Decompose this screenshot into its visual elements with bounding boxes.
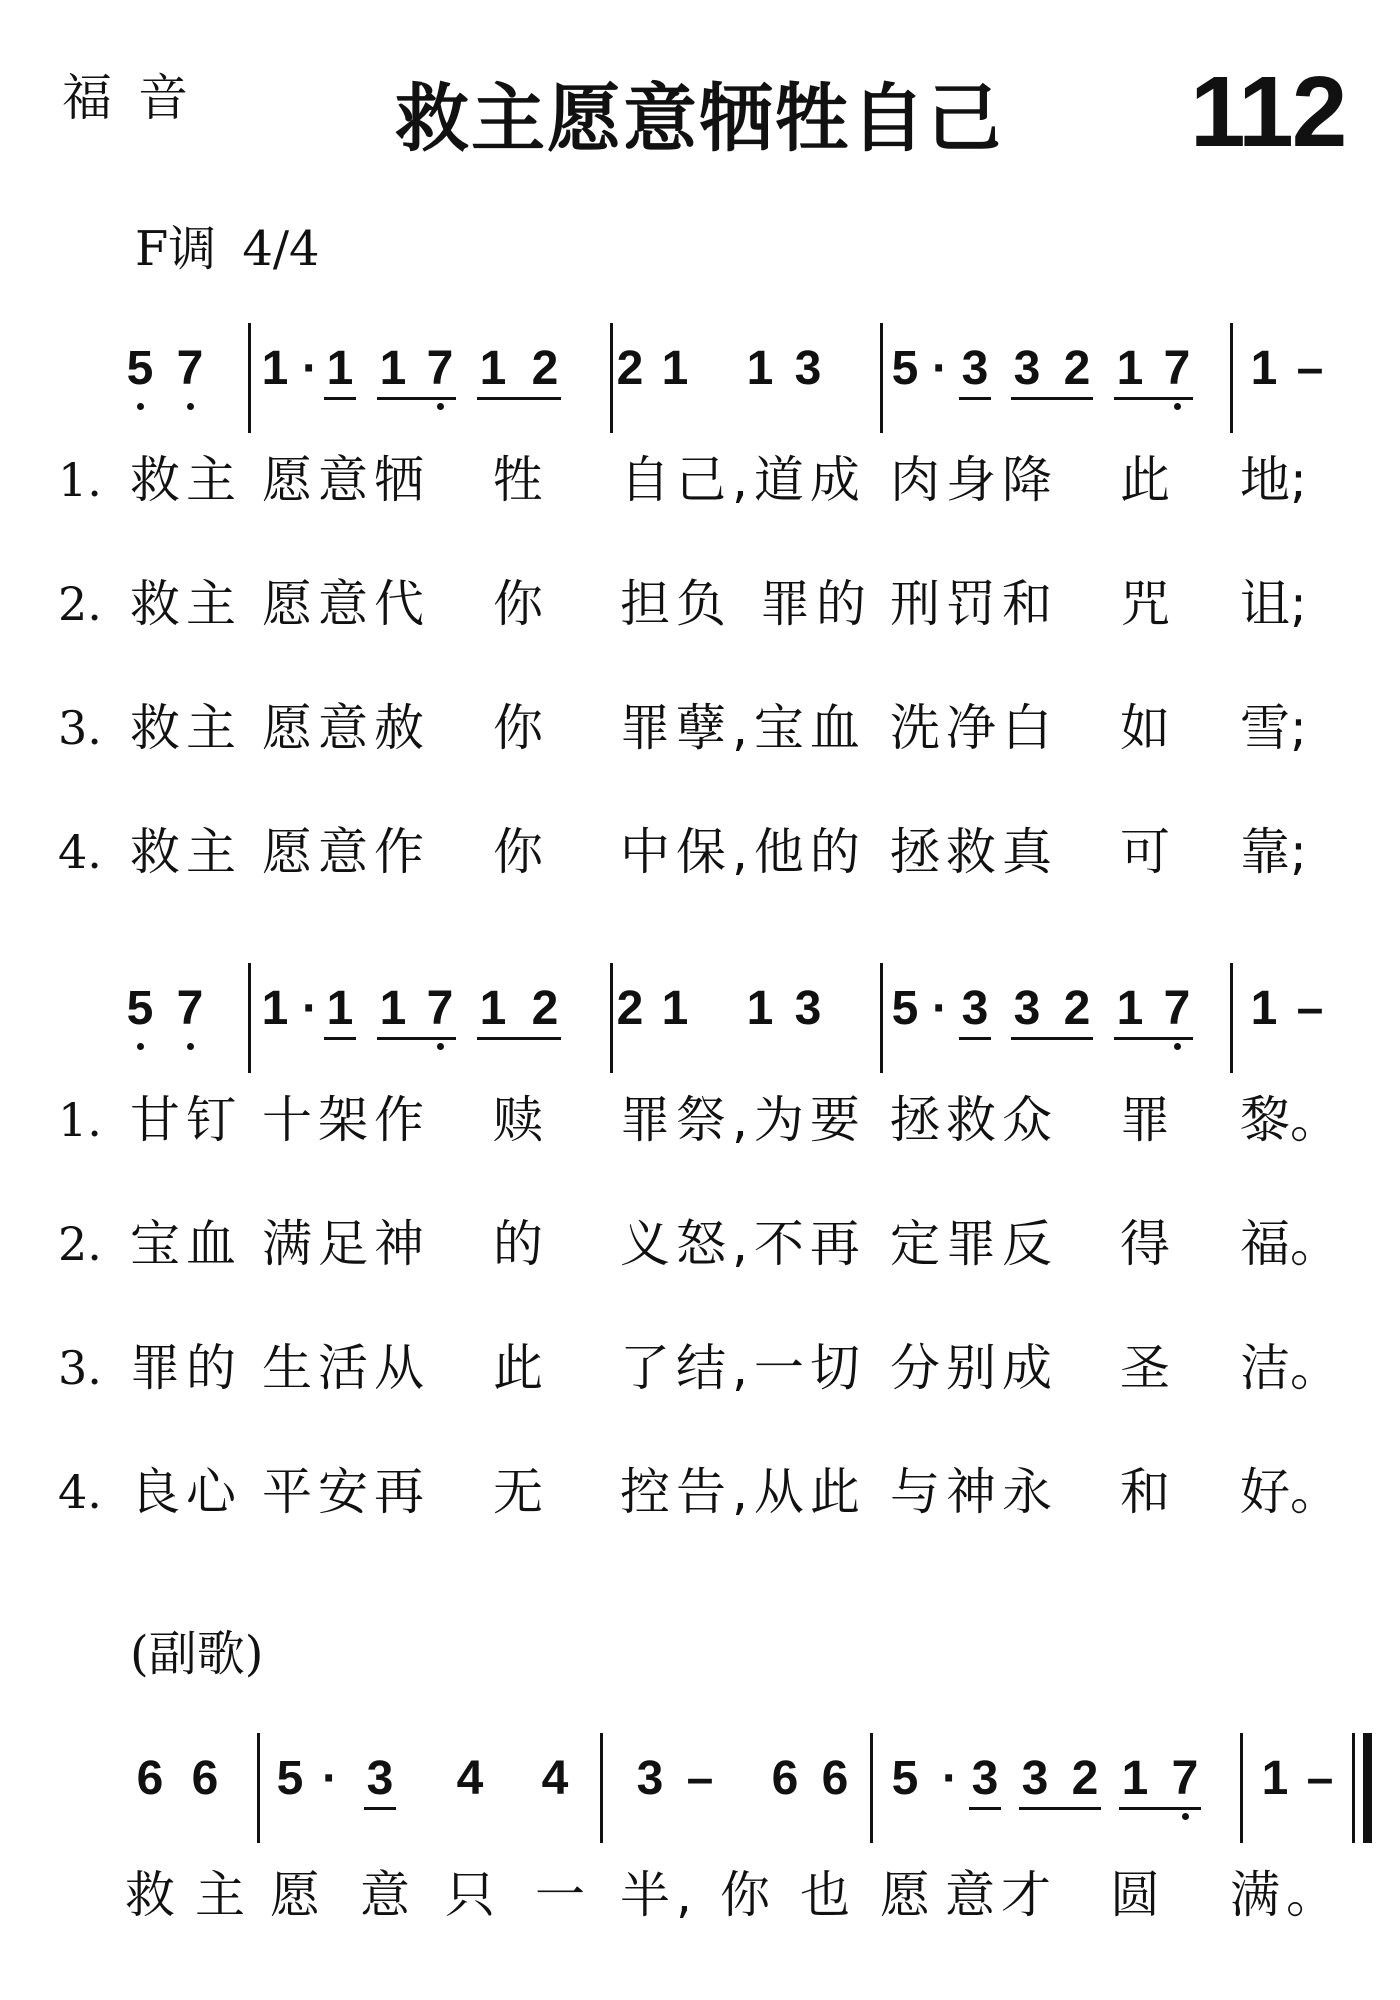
verse-line	[0, 1214, 1400, 1274]
lyric-segment: 一	[535, 1866, 591, 1924]
note: 2	[616, 342, 644, 395]
note: 5	[891, 982, 919, 1035]
lyric-segment: 满。	[1230, 1866, 1342, 1924]
octave-dot-below	[187, 1043, 194, 1050]
note: 3	[961, 342, 989, 395]
score-line-2	[0, 982, 1400, 1095]
bar-line	[248, 963, 251, 1073]
note: 7	[1163, 342, 1191, 395]
lyric-segment: 地;	[1240, 451, 1307, 509]
note: ·	[302, 342, 318, 395]
verse-line	[0, 1338, 1400, 1398]
hymnal-category: 福音	[62, 69, 214, 127]
octave-dot-below	[187, 403, 194, 410]
eighth-underline	[477, 1037, 561, 1040]
lyric-segment: 救主	[130, 699, 242, 757]
note: 6	[821, 1752, 849, 1805]
lyric-segment: 罪	[1120, 1091, 1170, 1149]
verse-number: 1.	[58, 1093, 102, 1147]
lyric-segment: 愿意赦	[262, 699, 430, 757]
lyric-segment: 义怒,不再	[620, 1215, 866, 1273]
note: 1	[1121, 1752, 1149, 1805]
bar-line	[880, 323, 883, 433]
lyric-segment: 刑罚和	[890, 575, 1058, 633]
eighth-underline	[1019, 1807, 1101, 1810]
octave-dot-below	[437, 403, 444, 410]
note: 2	[1063, 982, 1091, 1035]
lyric-segment: 可	[1120, 823, 1170, 881]
lyric-segment: 满足神	[262, 1215, 430, 1273]
lyric-segment: 愿意作	[262, 823, 430, 881]
bar-line	[1230, 323, 1233, 433]
lyric-segment: 良心	[130, 1463, 242, 1521]
note: 2	[531, 982, 559, 1035]
bar-line	[600, 1733, 603, 1843]
lyric-segment: 罪孽,宝血	[620, 699, 866, 757]
eighth-underline	[364, 1807, 396, 1810]
verse-number: 3.	[58, 1341, 102, 1395]
verse-line	[0, 822, 1400, 882]
note: 1	[261, 982, 289, 1035]
verse-number: 1.	[58, 453, 102, 507]
note: ·	[302, 982, 318, 1035]
octave-dot-below	[137, 403, 144, 410]
note: ·	[942, 1752, 958, 1805]
bar-line	[1230, 963, 1233, 1073]
note: 1	[1116, 342, 1144, 395]
note: 3	[366, 1752, 394, 1805]
note: 5	[276, 1752, 304, 1805]
chorus-lyrics	[0, 1865, 1400, 1925]
note: 5	[891, 342, 919, 395]
bar-line	[870, 1733, 873, 1843]
lyric-segment: 愿意代	[262, 575, 430, 633]
verse-number: 2.	[58, 1217, 102, 1271]
verse-line	[0, 574, 1400, 634]
verse-number: 4.	[58, 1465, 102, 1519]
note: 2	[1071, 1752, 1099, 1805]
time-signature: 4/4	[242, 221, 320, 277]
lyric-segment: 好。	[1240, 1463, 1340, 1521]
lyric-segment: 中保,他的	[620, 823, 866, 881]
note: 1	[1250, 982, 1278, 1035]
verse-number: 2.	[58, 577, 102, 631]
hymn-number: 112	[1190, 56, 1346, 168]
note: 1	[479, 982, 507, 1035]
verse-line	[0, 450, 1400, 510]
note: 1	[1250, 342, 1278, 395]
lyric-segment: 愿	[270, 1866, 326, 1924]
bar-line	[610, 963, 613, 1073]
lyric-segment: 你	[493, 699, 543, 757]
note: 7	[1171, 1752, 1199, 1805]
note: –	[1296, 342, 1324, 395]
eighth-underline	[1119, 1807, 1201, 1810]
note: 7	[1163, 982, 1191, 1035]
lyric-segment: 此	[493, 1339, 543, 1397]
chorus-label: (副歌)	[130, 1626, 264, 1682]
lyric-segment: 黎。	[1240, 1091, 1340, 1149]
verse-number: 3.	[58, 701, 102, 755]
lyric-segment: 的	[493, 1215, 543, 1273]
lyric-segment: 愿	[880, 1866, 936, 1924]
lyric-segment: 救主	[130, 575, 242, 633]
note: 1	[379, 982, 407, 1035]
final-bar-line	[1363, 1733, 1372, 1843]
note: 3	[1013, 342, 1041, 395]
score-line-1	[0, 342, 1400, 455]
note: 6	[136, 1752, 164, 1805]
bar-line	[610, 323, 613, 433]
note: –	[1306, 1752, 1334, 1805]
eighth-underline	[324, 1037, 356, 1040]
lyric-segment: 十架作	[262, 1091, 430, 1149]
note: 3	[794, 342, 822, 395]
note: 7	[426, 982, 454, 1035]
verse-line	[0, 1090, 1400, 1150]
eighth-underline	[969, 1807, 1001, 1810]
lyric-segment: 你	[493, 823, 543, 881]
note: 5	[126, 342, 154, 395]
eighth-underline	[959, 1037, 991, 1040]
lyric-segment: 圣	[1120, 1339, 1170, 1397]
lyric-segment: 意才	[945, 1866, 1057, 1924]
lyric-segment: 拯救众	[890, 1091, 1058, 1149]
note: 3	[794, 982, 822, 1035]
note: 2	[1063, 342, 1091, 395]
lyric-segment: 也	[800, 1866, 856, 1924]
lyric-segment: 了结,一切	[620, 1339, 866, 1397]
lyric-segment: 罪的	[130, 1339, 242, 1397]
bar-line	[257, 1733, 260, 1843]
lyric-segment: 你	[493, 575, 543, 633]
note: 1	[379, 342, 407, 395]
eighth-underline	[377, 397, 456, 400]
lyric-segment: 宝血	[130, 1215, 242, 1273]
lyric-segment: 此	[1120, 451, 1170, 509]
lyric-segment: 你	[720, 1866, 776, 1924]
lyric-segment: 福。	[1240, 1215, 1340, 1273]
note: 1	[1261, 1752, 1289, 1805]
lyric-segment: 自己,道成	[620, 451, 866, 509]
note: 6	[771, 1752, 799, 1805]
note: 3	[1013, 982, 1041, 1035]
lyric-segment: 平安再	[262, 1463, 430, 1521]
key-signature	[135, 210, 346, 279]
note: ·	[932, 342, 948, 395]
lyric-segment: 分别成	[890, 1339, 1058, 1397]
lyric-segment: 牲	[493, 451, 543, 509]
note: 3	[961, 982, 989, 1035]
lyric-segment: 无	[493, 1463, 543, 1521]
lyric-segment: 肉身降	[890, 451, 1058, 509]
lyric-segment: 救主	[130, 823, 242, 881]
note: 7	[176, 342, 204, 395]
eighth-underline	[477, 397, 561, 400]
note: 1	[746, 982, 774, 1035]
octave-dot-below	[137, 1043, 144, 1050]
bar-line	[248, 323, 251, 433]
note: 7	[426, 342, 454, 395]
lyric-segment: 得	[1120, 1215, 1170, 1273]
eighth-underline	[1011, 1037, 1093, 1040]
lyric-segment: 担负	[620, 575, 732, 633]
note: 1	[661, 342, 689, 395]
lyric-segment: 主	[195, 1866, 251, 1924]
verse-line	[0, 1462, 1400, 1522]
note: 7	[176, 982, 204, 1035]
lyric-segment: 咒	[1120, 575, 1170, 633]
lyric-segment: 洁。	[1240, 1339, 1340, 1397]
lyric-segment: 雪;	[1240, 699, 1307, 757]
lyric-segment: 圆	[1110, 1866, 1166, 1924]
lyric-segment: 洗净白	[890, 699, 1058, 757]
note: 1	[479, 342, 507, 395]
key-label: F调	[135, 221, 217, 277]
lyric-segment: 靠;	[1240, 823, 1307, 881]
note: 1	[326, 982, 354, 1035]
note: 2	[531, 342, 559, 395]
note: 2	[616, 982, 644, 1035]
lyric-segment: 与神永	[890, 1463, 1058, 1521]
note: 4	[456, 1752, 484, 1805]
note: 1	[1116, 982, 1144, 1035]
octave-dot-below	[1174, 1043, 1181, 1050]
note: ·	[932, 982, 948, 1035]
note: 3	[1021, 1752, 1049, 1805]
note: 5	[126, 982, 154, 1035]
note: ·	[322, 1752, 338, 1805]
lyric-segment: 只	[445, 1866, 501, 1924]
eighth-underline	[377, 1037, 456, 1040]
note: 5	[891, 1752, 919, 1805]
lyric-segment: 罪的	[760, 575, 872, 633]
eighth-underline	[959, 397, 991, 400]
eighth-underline	[1011, 397, 1093, 400]
lyric-segment: 甘钉	[130, 1091, 242, 1149]
note: –	[1296, 982, 1324, 1035]
note: 1	[326, 342, 354, 395]
note: 1	[746, 342, 774, 395]
lyric-segment: 定罪反	[890, 1215, 1058, 1273]
lyric-segment: 诅;	[1240, 575, 1307, 633]
lyric-segment: 罪祭,为要	[620, 1091, 866, 1149]
bar-line	[1352, 1733, 1355, 1843]
lyric-segment: 救主	[130, 451, 242, 509]
eighth-underline	[1114, 397, 1193, 400]
bar-line	[880, 963, 883, 1073]
lyric-segment: 意	[360, 1866, 416, 1924]
note: 3	[971, 1752, 999, 1805]
lyric-segment: 赎	[493, 1091, 543, 1149]
lyric-segment: 生活从	[262, 1339, 430, 1397]
note: 1	[261, 342, 289, 395]
lyric-segment: 愿意牺	[262, 451, 430, 509]
octave-dot-below	[437, 1043, 444, 1050]
note: 6	[191, 1752, 219, 1805]
bar-line	[1240, 1733, 1243, 1843]
octave-dot-below	[1182, 1813, 1189, 1820]
note: 3	[636, 1752, 664, 1805]
verse-line	[0, 698, 1400, 758]
note: –	[686, 1752, 714, 1805]
lyric-segment: 拯救真	[890, 823, 1058, 881]
chorus-score-line	[0, 1752, 1400, 1865]
lyric-segment: 如	[1120, 699, 1170, 757]
note: 4	[541, 1752, 569, 1805]
verse-number: 4.	[58, 825, 102, 879]
eighth-underline	[1114, 1037, 1193, 1040]
eighth-underline	[324, 397, 356, 400]
lyric-segment: 控告,从此	[620, 1463, 866, 1521]
note: 1	[661, 982, 689, 1035]
octave-dot-below	[1174, 403, 1181, 410]
lyric-segment: 和	[1120, 1463, 1170, 1521]
lyric-segment: 半,	[620, 1866, 698, 1924]
lyric-segment: 救	[125, 1866, 181, 1924]
hymn-title: 救主愿意牺牲自己	[395, 76, 1003, 162]
